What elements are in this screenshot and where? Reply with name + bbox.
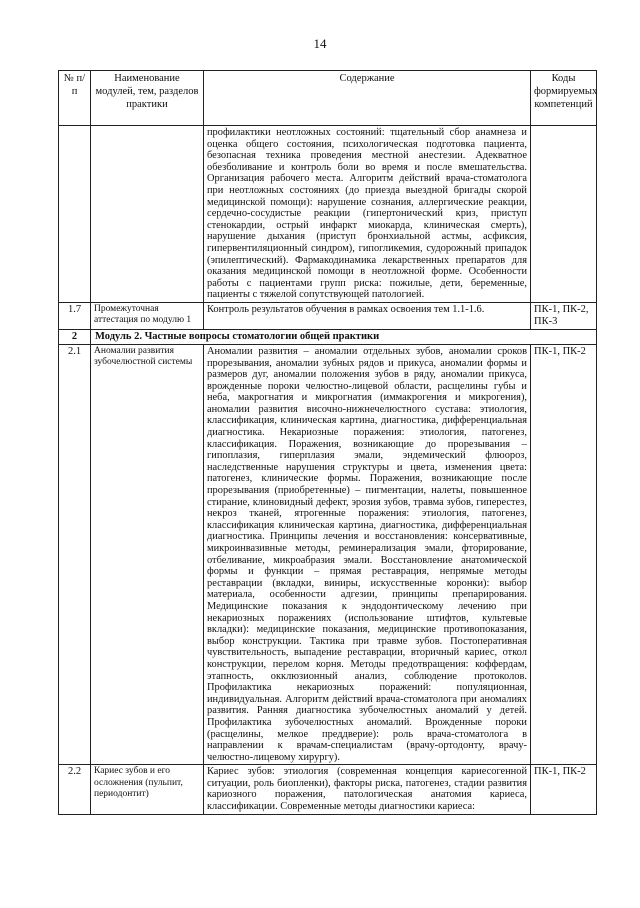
cell-module-empty: [91, 126, 204, 303]
cell-module: Промежуточная аттестация по модулю 1: [91, 302, 204, 329]
table-row-continued: [59, 126, 597, 303]
module-title: Модуль 2. Частные вопросы стоматологии общей практики: [91, 329, 597, 344]
cell-num: 2.1: [59, 344, 91, 764]
cell-codes-empty: [531, 126, 597, 303]
cell-num: 1.7: [59, 302, 91, 329]
module-heading-row: [59, 329, 597, 344]
cell-codes: ПК-1, ПК-2: [531, 765, 597, 814]
header-content: Содержание: [204, 71, 531, 126]
table-row-2-2: [59, 765, 597, 814]
header-module: Наименование модулей, тем, разделов практики: [91, 71, 204, 126]
cell-codes: ПК-1, ПК-2, ПК-3: [531, 302, 597, 329]
cell-module-num: 2: [59, 329, 91, 344]
header-codes: Коды формируемых компетенций: [531, 71, 597, 126]
curriculum-table: [58, 70, 597, 815]
cell-module: Кариес зубов и его осложнения (пульпит, периодонтит): [91, 765, 204, 814]
cell-num-empty: [59, 126, 91, 303]
cell-content: Аномалии развития – аномалии отдельных зубов, аномалии сроков прорезывания, аномалии зубных рядов и прикуса, аномалии формы и размеров дуг, аномалии положения зубов в ряду, аномалии прикуса, врожденные пороки челюстно-лицевой области, расщелины губы и неба, макрогнатия и микрогнатия (иммакрогения и микрогения), аномалии развития височно-нижнечелюстного сустава: этиология, классификация, клиническая картина, диагностика, дифференциальная диагностика. Некариозные поражения: этиология, патогенез, классификация. Поражения, возникающие до прорезывания – гипоплазия, гиперплазия эмали, эндемический флюороз, наследственные нарушения структуры и цвета, изменения цвета: патогенез, клинические формы. Поражения, возникающие после прорезывания (приобретенные) – пигментации, налеты, повышенное стирание, клиновидный дефект, эрозия зубов, травма зубов, гиперестез, некроз тканей, ятрогенные поражения: этиология, патогенез, классификация клиническая картина, диагностика, дифференциальная диагностика. Принципы лечения и восстановления: консервативные, микроинвазивные методы, реминерализация эмали, фторирование, отбеливание, микроабразия эмали. Восстановление анатомической формы и функции – прямая реставрация, непрямые методы реставрации (вкладки, виниры, искусственные коронки): выбор материала, особенности адгезии, принципы препарирования. Медицинские показания к эндодонтическому лечению при некариозных поражениях (использование штифтов, культевые вкладки): медицинские показания, медицинские противопоказания, выбор конструкции. Тактика при травме зубов. Постоперативная чувствительность, выпадение реставрации, вторичный кариес, откол конструкции, перелом корня. Методы предотвращения: коффердам, этапность, окклюзионный анализ, соблюдение протоколов. Профилактика некариозных поражений: популяционная, индивидуальная. Алгоритм действий врача-стоматолога при аномалиях развития. Ранняя диагностика зубочелюстных аномалий у детей. Профилактика зубочелюстных аномалий. Врожденные пороки (расщелины, мелкое преддверие): роль врача-стоматолога в направлении к врачам-специалистам (врачу-ортодонту, врачу-челюстно-лицевому хирургу).: [204, 344, 531, 764]
header-num: № п/п: [59, 71, 91, 126]
table-header-row: [59, 71, 597, 126]
page-number: 14: [313, 36, 327, 51]
cell-num: 2.2: [59, 765, 91, 814]
cell-content: Кариес зубов: этиология (современная концепция кариесогенной ситуации, роль биопленки), факторы риска, патогенез, стадии развития кариозного поражения, патологическая анатомия кариеса, классификации. Современные методы диагностики кариеса:: [204, 765, 531, 814]
table-row-1-7: [59, 302, 597, 329]
cell-codes: ПК-1, ПК-2: [531, 344, 597, 764]
cell-module: Аномалии развития зубочелюстной системы: [91, 344, 204, 764]
cell-content-continued: профилактики неотложных состояний: тщательный сбор анамнеза и оценка общего состояния, психологическая подготовка пациента, безопасная техника проведения местной анестезии. Адекватное обезболивание и контроль боли во время и после вмешательства. Организация рабочего места. Алгоритм действий врача-стоматолога при неотложных состояниях (до приезда выездной бригады скорой медицинской помощи): нарушение сознания, аллергические реакции, сердечно-сосудистые реакции (гипертонический криз, приступ стенокардии, острый инфаркт миокарда, клиническая смерть), нарушение дыхания (приступ бронхиальной астмы, асфиксия, гипервентиляционный синдром), гипогликемия, судорожный припадок (эпилептический). Фармакодинамика лекарственных препаратов для оказания медицинской помощи в неотложной форме. Особенности работы с пациентами групп риска: пожилые, дети, беременные, пациенты с тяжелой сопутствующей патологией.: [204, 126, 531, 303]
cell-content: Контроль результатов обучения в рамках освоения тем 1.1-1.6.: [204, 302, 531, 329]
table-row-2-1: [59, 344, 597, 764]
